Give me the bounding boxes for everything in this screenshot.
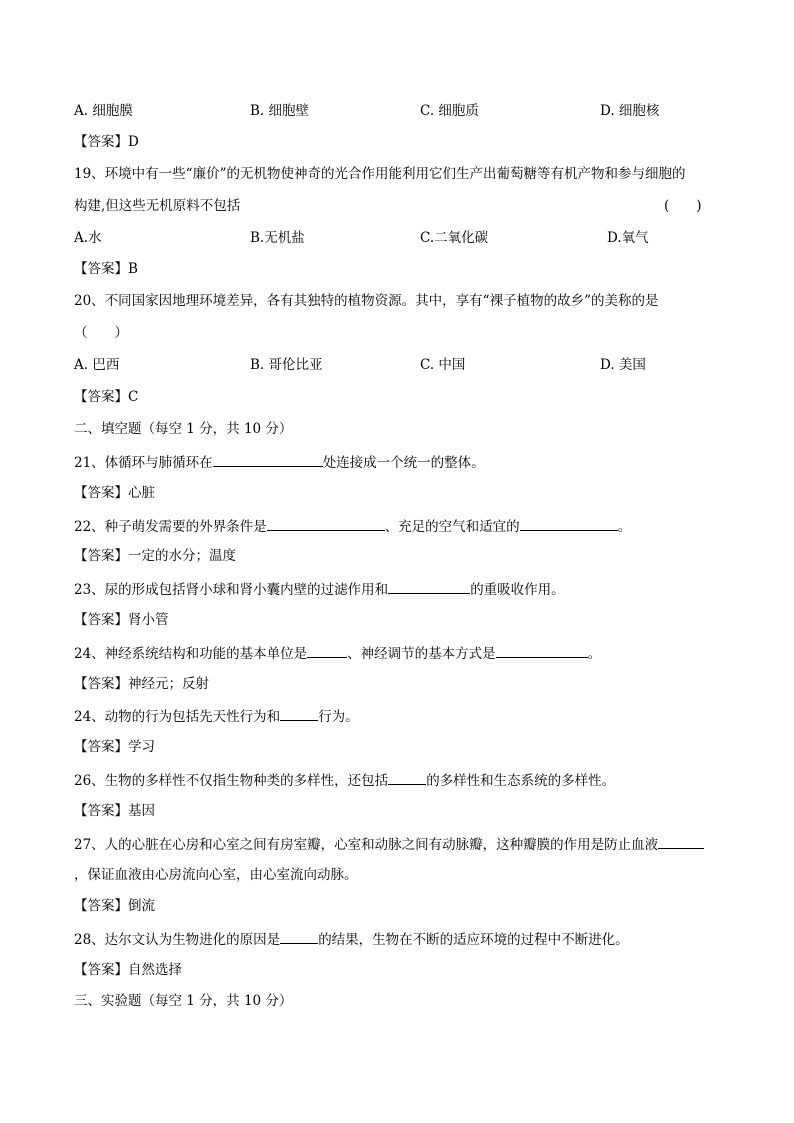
q18-option-a: A. 细胞膜 bbox=[74, 103, 133, 119]
q26-blank bbox=[388, 770, 426, 785]
q24a-answer: 【答案】神经元；反射 bbox=[74, 676, 209, 692]
q28-text-before: 28、达尔文认为生物进化的原因是 bbox=[74, 932, 281, 948]
q22-answer: 【答案】一定的水分；温度 bbox=[74, 548, 236, 564]
q20-option-c: C. 中国 bbox=[420, 357, 466, 373]
q24b-answer: 【答案】学习 bbox=[74, 739, 155, 755]
q19-text-line2: 构建,但这些无机原料不包括 bbox=[74, 198, 241, 214]
q24a-question bbox=[74, 643, 601, 663]
q24a-text-before: 24、神经系统结构和功能的基本单位是 bbox=[74, 646, 308, 662]
q19-bracket: ( ) bbox=[664, 198, 702, 214]
q20-answer: 【答案】C bbox=[74, 389, 139, 405]
q23-text-before: 23、尿的形成包括肾小球和肾小囊内壁的过滤作用和 bbox=[74, 582, 389, 598]
q24b-blank bbox=[280, 706, 318, 721]
q24a-blank-2 bbox=[496, 643, 588, 658]
q24b-text-after: 行为。 bbox=[318, 709, 359, 725]
q18-answer: 【答案】D bbox=[74, 134, 139, 150]
q24b-text-before: 24、动物的行为包括先天性行为和 bbox=[74, 709, 281, 725]
q20-option-a: A. 巴西 bbox=[74, 357, 120, 373]
q20-text-line2: （ ） bbox=[74, 325, 128, 341]
q26-answer: 【答案】基因 bbox=[74, 803, 155, 819]
q23-answer: 【答案】肾小管 bbox=[74, 612, 169, 628]
q19-option-a: A.水 bbox=[74, 230, 102, 246]
q19-option-d: D.氧气 bbox=[607, 230, 649, 246]
q22-blank-1 bbox=[267, 516, 385, 531]
q27-text-line1: 27、人的心脏在心房和心室之间有房室瓣，心室和动脉之间有动脉瓣，这种瓣膜的作用是防止血液 bbox=[74, 837, 659, 853]
section-fill-in-heading: 二、填空题（每空 1 分，共 10 分） bbox=[74, 421, 293, 437]
q24b-question bbox=[74, 706, 359, 726]
q27-question-line1 bbox=[74, 834, 704, 854]
q23-blank bbox=[388, 579, 470, 594]
q26-text-after: 的多样性和生态系统的多样性。 bbox=[426, 773, 616, 789]
q19-option-b: B.无机盐 bbox=[250, 230, 305, 246]
q21-text-after: 处连接成一个统一的整体。 bbox=[322, 455, 485, 471]
q27-answer: 【答案】倒流 bbox=[74, 898, 155, 914]
q28-answer: 【答案】自然选择 bbox=[74, 962, 182, 978]
q21-answer: 【答案】心脏 bbox=[74, 485, 155, 501]
q21-text-before: 21、体循环与肺循环在 bbox=[74, 455, 213, 471]
q22-question bbox=[74, 516, 631, 536]
q20-option-b: B. 哥伦比亚 bbox=[250, 357, 323, 373]
q24a-blank-1 bbox=[307, 643, 347, 658]
section-experiment-heading: 三、实验题（每空 1 分，共 10 分） bbox=[74, 993, 293, 1009]
q22-text-mid: 、充足的空气和适宜的 bbox=[384, 519, 520, 535]
q28-question bbox=[74, 929, 629, 949]
q20-option-d: D. 美国 bbox=[600, 357, 646, 373]
q18-option-c: C. 细胞质 bbox=[420, 103, 479, 119]
q27-text-line2: ，保证血液由心房流向心室，由心室流向动脉。 bbox=[74, 867, 358, 883]
q18-option-b: B. 细胞壁 bbox=[250, 103, 310, 119]
q19-answer: 【答案】B bbox=[74, 261, 138, 277]
q19-text-line1: 19、环境中有一些“廉价”的无机物使神奇的光合作用能利用它们生产出葡萄糖等有机产物和参与细胞的 bbox=[74, 166, 686, 182]
q27-blank bbox=[658, 834, 704, 849]
q26-text-before: 26、生物的多样性不仅指生物种类的多样性，还包括 bbox=[74, 773, 389, 789]
q23-question bbox=[74, 579, 565, 599]
q26-question bbox=[74, 770, 615, 790]
q19-option-c: C.二氧化碳 bbox=[420, 230, 489, 246]
q22-text-before: 22、种子萌发需要的外界条件是 bbox=[74, 519, 267, 535]
q18-option-d: D. 细胞核 bbox=[600, 103, 660, 119]
q23-text-after: 的重吸收作用。 bbox=[470, 582, 565, 598]
q24a-text-after: 。 bbox=[587, 646, 602, 662]
q28-text-after: 的结果，生物在不断的适应环境的过程中不断进化。 bbox=[318, 932, 629, 948]
q28-blank bbox=[280, 929, 318, 944]
q21-blank bbox=[213, 452, 323, 467]
q20-text-line1: 20、不同国家因地理环境差异，各有其独特的植物资源。其中，享有“裸子植物的故乡”的美称的是 bbox=[74, 293, 659, 309]
q22-blank-2 bbox=[520, 516, 618, 531]
q22-text-after: 。 bbox=[617, 519, 632, 535]
q24a-text-mid: 、神经调节的基本方式是 bbox=[347, 646, 496, 662]
q21-question bbox=[74, 452, 485, 472]
